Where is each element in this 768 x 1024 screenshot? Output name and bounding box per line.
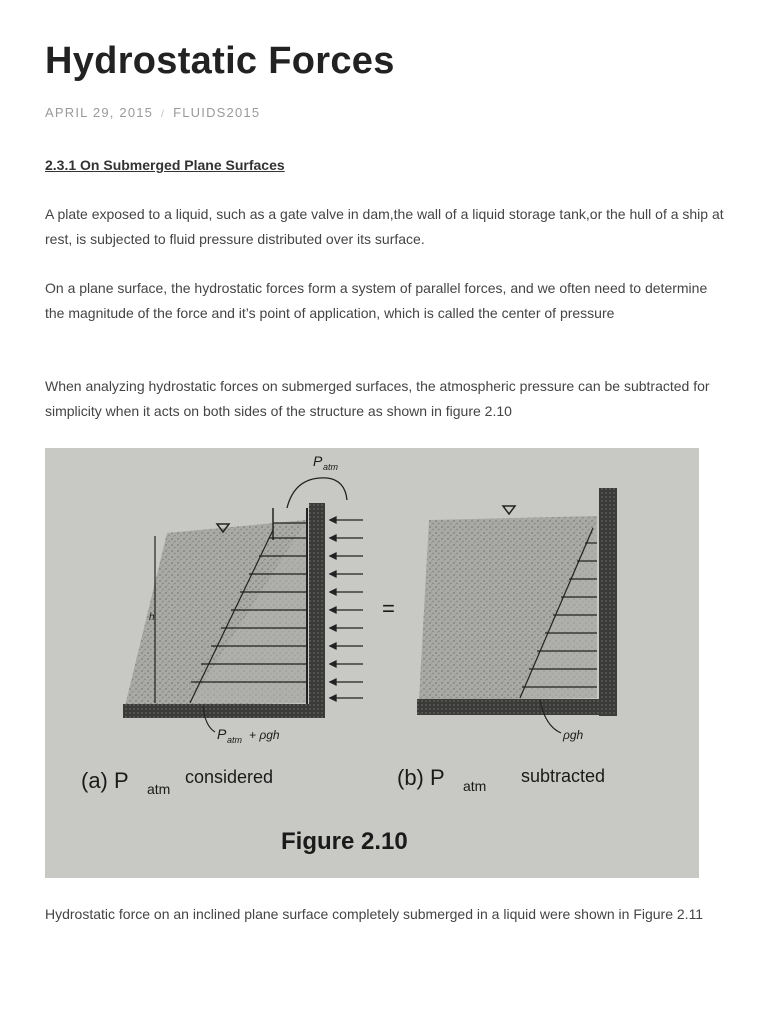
- paragraph-atmospheric-pressure: When analyzing hydrostatic forces on submerged surfaces, the atmospheric pressure can be subtracted for simplicity when it acts on both sides of the structure as shown in figure 2.10: [45, 378, 710, 419]
- label-depth-h: h: [149, 612, 155, 623]
- post-meta: [45, 105, 260, 120]
- figure-2-10-drawing: [45, 448, 699, 878]
- label-bottom-a: P: [217, 726, 227, 742]
- post-category-link[interactable]: FLUIDS2015: [173, 105, 261, 120]
- section-heading: 2.3.1 On Submerged Plane Surfaces: [45, 157, 285, 173]
- paragraph-inclined-plane: Hydrostatic force on an inclined plane surface completely submerged in a liquid were shown in Figure 2.11: [45, 906, 704, 922]
- caption-b-suffix: subtracted: [521, 766, 606, 786]
- post-title: Hydrostatic Forces: [45, 40, 395, 82]
- label-bottom-a-rest: + ρgh: [249, 728, 280, 742]
- diagram-b: [417, 488, 617, 742]
- label-patm-top-sub: atm: [323, 462, 339, 472]
- meta-separator: /: [161, 109, 166, 120]
- equals-sign: =: [382, 596, 395, 621]
- post-date-link[interactable]: APRIL 29, 2015: [45, 105, 154, 120]
- label-bottom-a-sub: atm: [227, 735, 243, 745]
- paragraph-plate-exposure: A plate exposed to a liquid, such as a gate valve in dam,the wall of a liquid storage tank,or the hull of a ship at rest, is subjected to fluid pressure distributed over its surface.: [45, 206, 724, 247]
- figure-2-10-image: [45, 448, 699, 878]
- caption-a-sub: atm: [147, 781, 171, 797]
- label-patm-top: P: [313, 453, 323, 469]
- caption-a-suffix: considered: [185, 767, 274, 787]
- caption-b-sub: atm: [463, 778, 487, 794]
- label-bottom-b: ρgh: [563, 728, 584, 742]
- figure-caption: Figure 2.10: [281, 828, 408, 855]
- caption-b-prefix: (b) P: [397, 765, 445, 790]
- caption-a-prefix: (a) P: [81, 768, 129, 793]
- paragraph-parallel-forces: On a plane surface, the hydrostatic forces form a system of parallel forces, and we often need to determine the magnitude of the force and it’s point of application, which is called the center of pressure: [45, 280, 708, 321]
